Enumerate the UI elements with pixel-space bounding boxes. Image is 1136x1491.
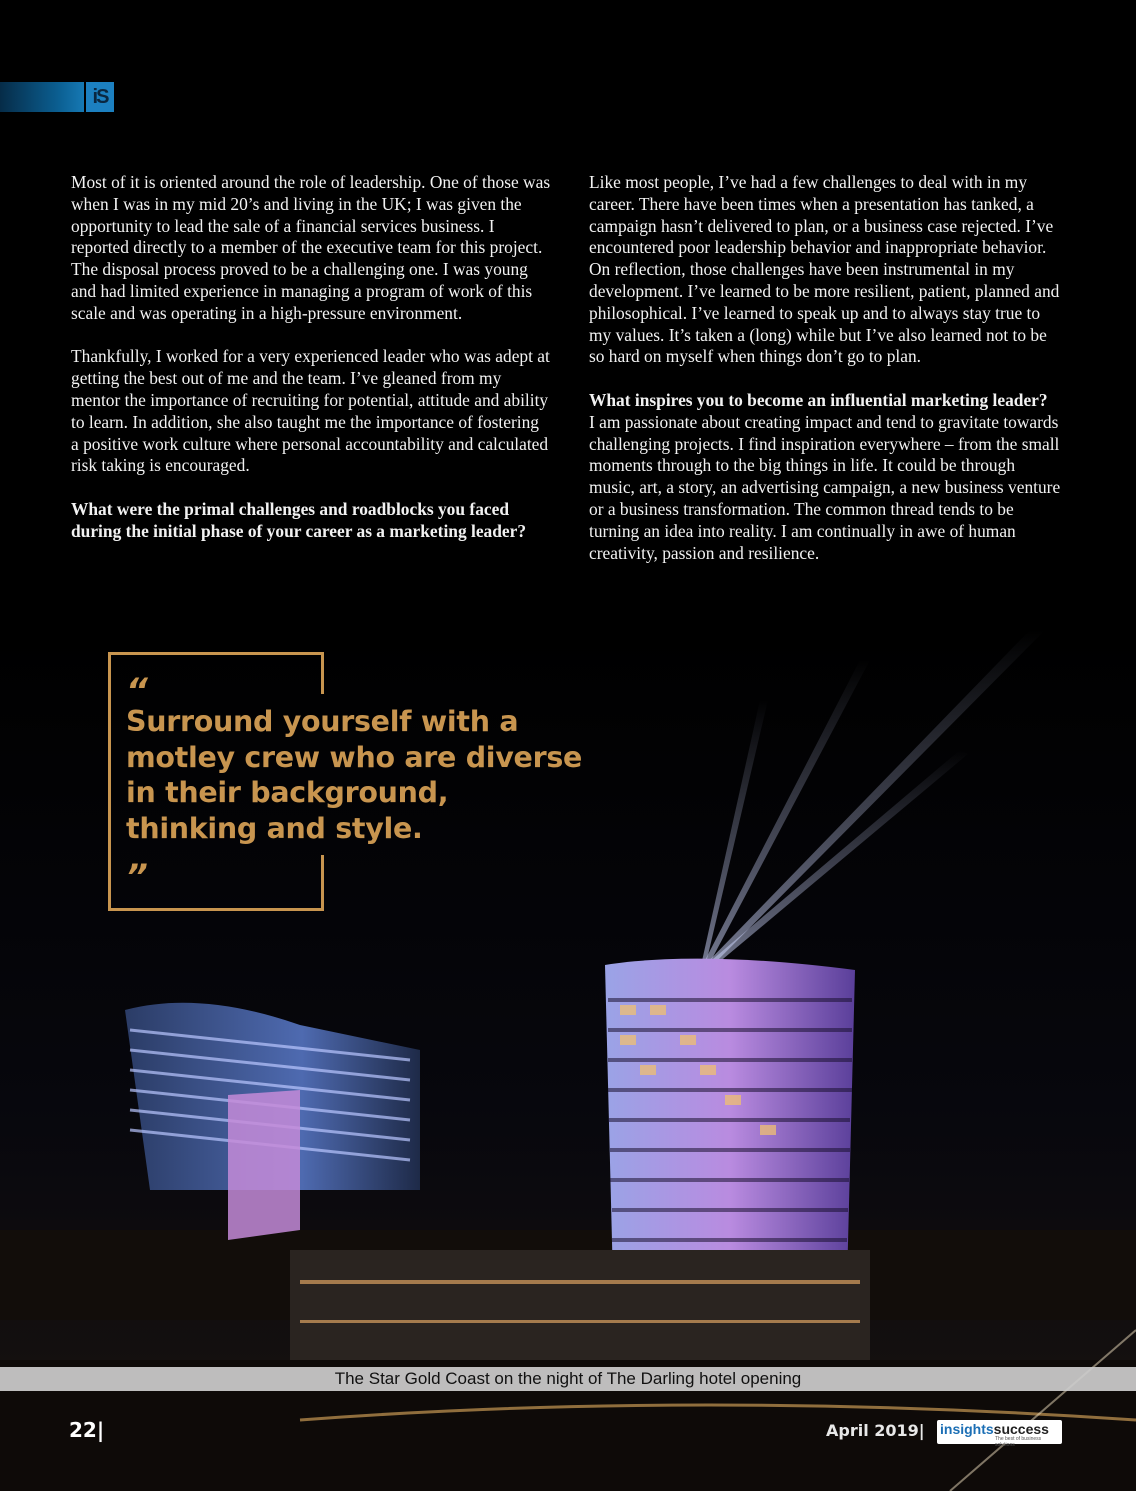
magazine-logo-icon: iS — [86, 82, 114, 112]
logo-part-1: insights — [940, 1421, 994, 1437]
issue-date: April 2019| — [826, 1421, 925, 1440]
logo-tagline: The best of business solutions — [995, 1436, 1042, 1448]
photo-caption: The Star Gold Coast on the night of The Darling hotel opening — [0, 1367, 1136, 1391]
open-quote-icon: “ — [126, 671, 148, 711]
right-paragraph-1: Like most people, I’ve had a few challenges to deal with in my career. There have been times when a presentation has tanked, a campaign hasn’t delivered to plan, or a business case rejected. I’ve encountered poor leadership behavior and inappropriate behavior. On reflection, those challenges have been instrumental in my development. I’ve learned to be more resilient, patient, planned and philosophical. I’ve learned to speak up and to always stay true to my values. It’s taken a (long) while but I’ve also learned not to be so hard on myself when things don’t go to plan. — [589, 172, 1060, 367]
pull-quote-text: Surround yourself with a motley crew who are diverse in their background, thinking and style. — [126, 705, 583, 845]
publication-logo — [937, 1420, 1062, 1448]
right-column — [589, 172, 1065, 586]
left-column — [71, 172, 551, 543]
left-paragraph-1: Most of it is oriented around the role of leadership. One of those was when I was in my mid 20’s and living in the UK; I was given the opportunity to lead the sale of a financial services business. I reported directly to a member of the executive team for this project. The disposal process proved to be a challenging one. I was young and had limited experience in managing a program of work of this scale and was operating in a high-pressure environment. — [71, 172, 551, 323]
page-number: 22| — [69, 1418, 105, 1442]
left-paragraph-2: Thankfully, I worked for a very experienced leader who was adept at getting the best out of me and the team. I’ve gleaned from my mentor the importance of recruiting for potential, attitude and ability to learn. In addition, she also taught me the importance of fostering a positive work culture where personal accountability and calculated risk taking is encouraged. — [71, 346, 550, 476]
interview-question: What inspires you to become an influential marketing leader? — [589, 389, 1048, 410]
logo-part-2: success — [993, 1421, 1049, 1437]
header-accent-bar — [0, 82, 84, 112]
close-quote-icon: ” — [126, 857, 148, 897]
interview-answer: I am passionate about creating impact and tend to gravitate towards challenging projects. I find inspiration everywhere – from the small moments through to the big things in life. It could be through music, art, a story, an advertising campaign, a new business venture or a business transformation. The common thread tends to be turning an idea into reality. I am continually in awe of human creativity, passion and resilience. — [589, 411, 1061, 563]
interview-question: What were the primal challenges and roadblocks you faced during the initial phase of your career as a marketing leader? — [71, 498, 527, 541]
